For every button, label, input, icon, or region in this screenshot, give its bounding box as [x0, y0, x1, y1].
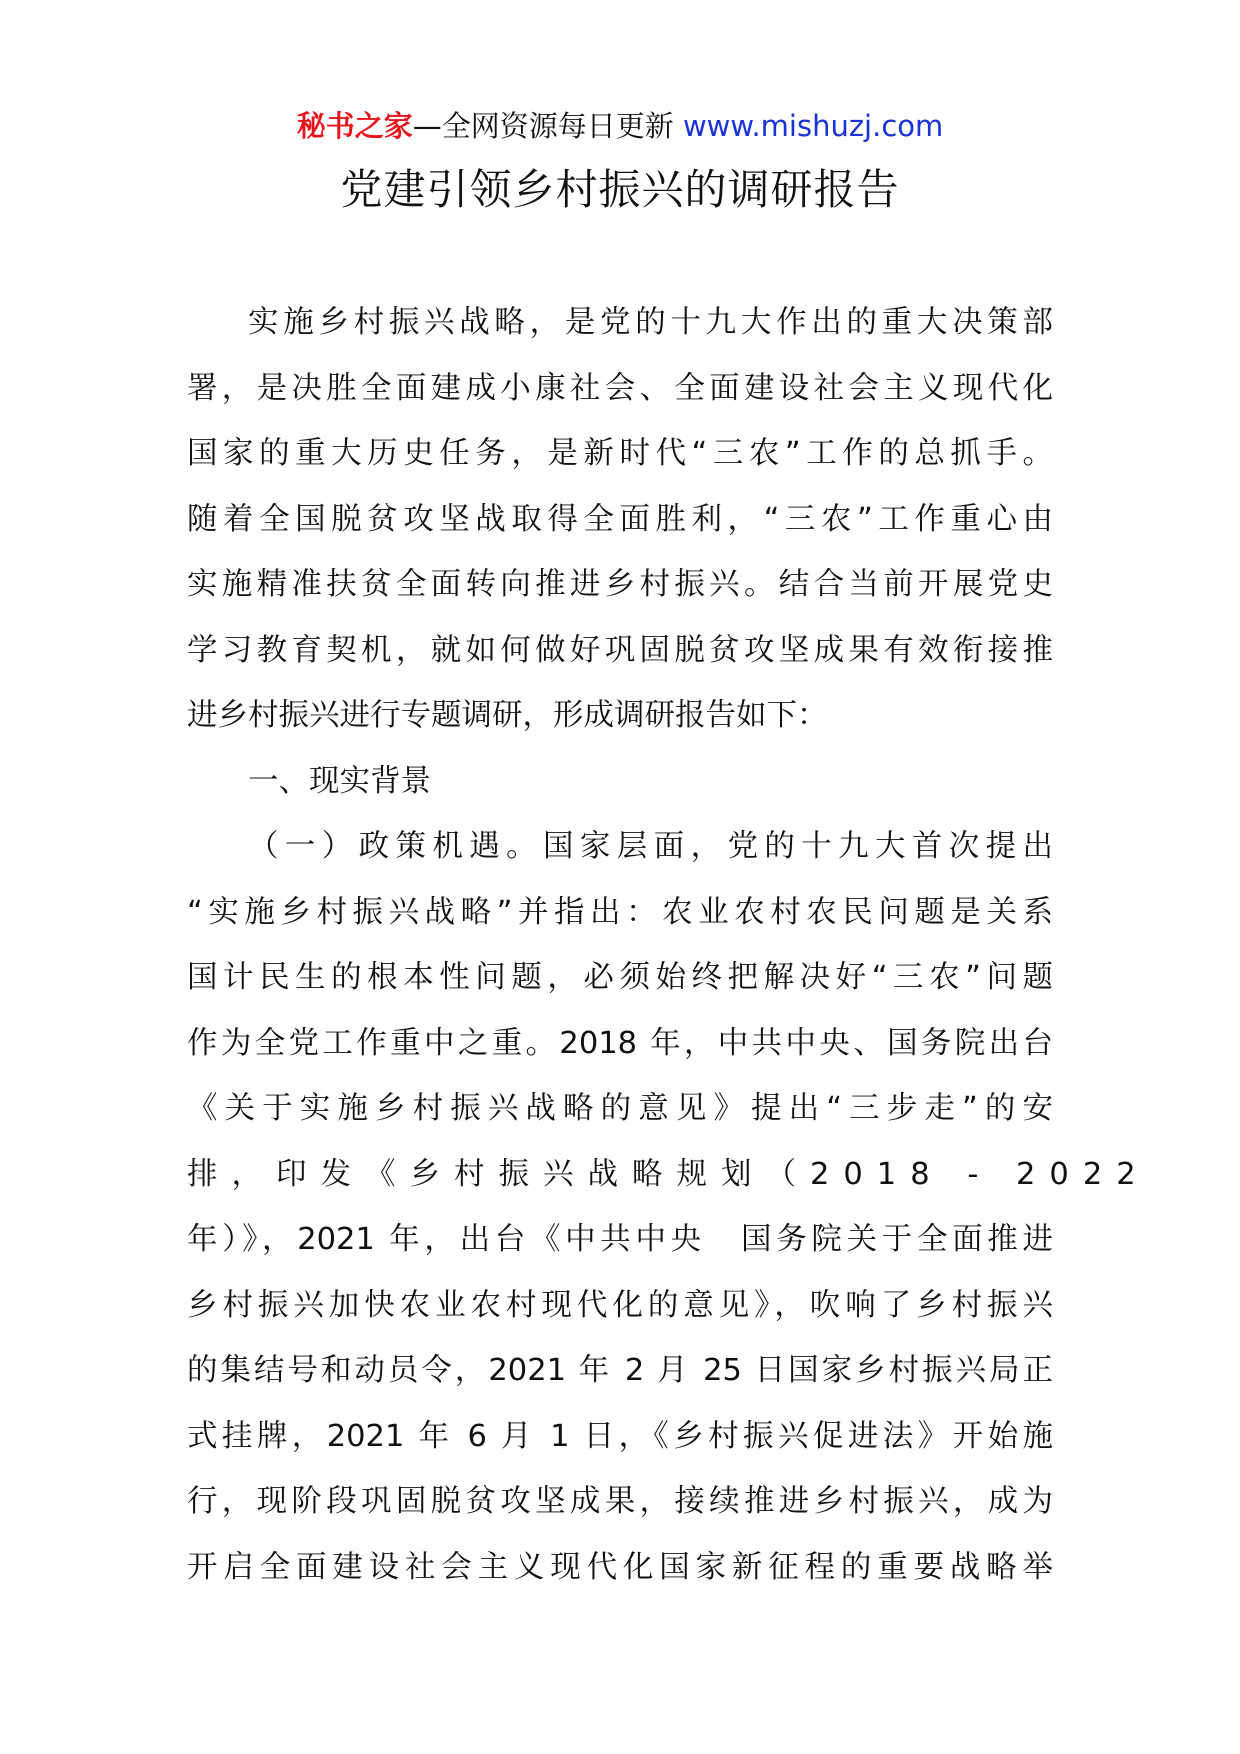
- body-line: 开启全面建设社会主义现代化国家新征程的重要战略举: [187, 1549, 1053, 1585]
- body-line: 国家的重大历史任务，是新时代“三农”工作的总抓手。: [187, 436, 1053, 471]
- body-line: 排，印发《乡村振兴战略规划（2018 - 2022: [187, 1156, 1150, 1192]
- site-url-link[interactable]: www.mishuzj.com: [682, 109, 944, 143]
- body-line: 的集结号和动员令，2021 年 2 月 25 日国家乡村振兴局正: [187, 1353, 1053, 1388]
- body-line: 实施精准扶贫全面转向推进乡村振兴。结合当前开展党史: [187, 567, 1053, 602]
- site-header: [0, 104, 1240, 148]
- body-line: 进乡村振兴进行专题调研，形成调研报告如下：: [187, 698, 828, 733]
- body-line: 随着全国脱贫攻坚战取得全面胜利，“三农”工作重心由: [187, 501, 1053, 537]
- body-line: 行，现阶段巩固脱贫攻坚成果，接续推进乡村振兴，成为: [187, 1484, 1053, 1519]
- site-slogan: —全网资源每日更新: [412, 109, 674, 143]
- body-line: 国计民生的根本性问题，必须始终把解决好“三农”问题: [187, 960, 1053, 995]
- body-line: 实施乡村振兴战略，是党的十九大作出的重大决策部: [248, 305, 1053, 340]
- body-line: （一）政策机遇。国家层面，党的十九大首次提出: [248, 829, 1053, 864]
- body-line: 年）》，2021 年，出台《中共中央 国务院关于全面推进: [187, 1222, 1053, 1257]
- body-line: 式挂牌，2021 年 6 月 1 日，《乡村振兴促进法》开始施: [187, 1418, 1053, 1454]
- body-line: 学习教育契机，就如何做好巩固脱贫攻坚成果有效衔接推: [187, 632, 1053, 668]
- body-line: 作为全党工作重中之重。2018 年，中共中央、国务院出台: [187, 1025, 1053, 1061]
- body-line: 署，是决胜全面建成小康社会、全面建设社会主义现代化: [187, 370, 1053, 406]
- document-title: 党建引领乡村振兴的调研报告: [340, 165, 900, 214]
- document-body: [187, 290, 1150, 1600]
- section-heading: 一、现实背景: [248, 763, 431, 799]
- body-line: 《关于实施乡村振兴战略的意见》提出“三步走”的安: [187, 1091, 1053, 1126]
- body-line: “实施乡村振兴战略”并指出：农业农村农民问题是关系: [187, 894, 1053, 930]
- body-line: 乡村振兴加快农业农村现代化的意见》，吹响了乡村振兴: [187, 1287, 1053, 1323]
- site-brand: 秘书之家: [296, 109, 413, 143]
